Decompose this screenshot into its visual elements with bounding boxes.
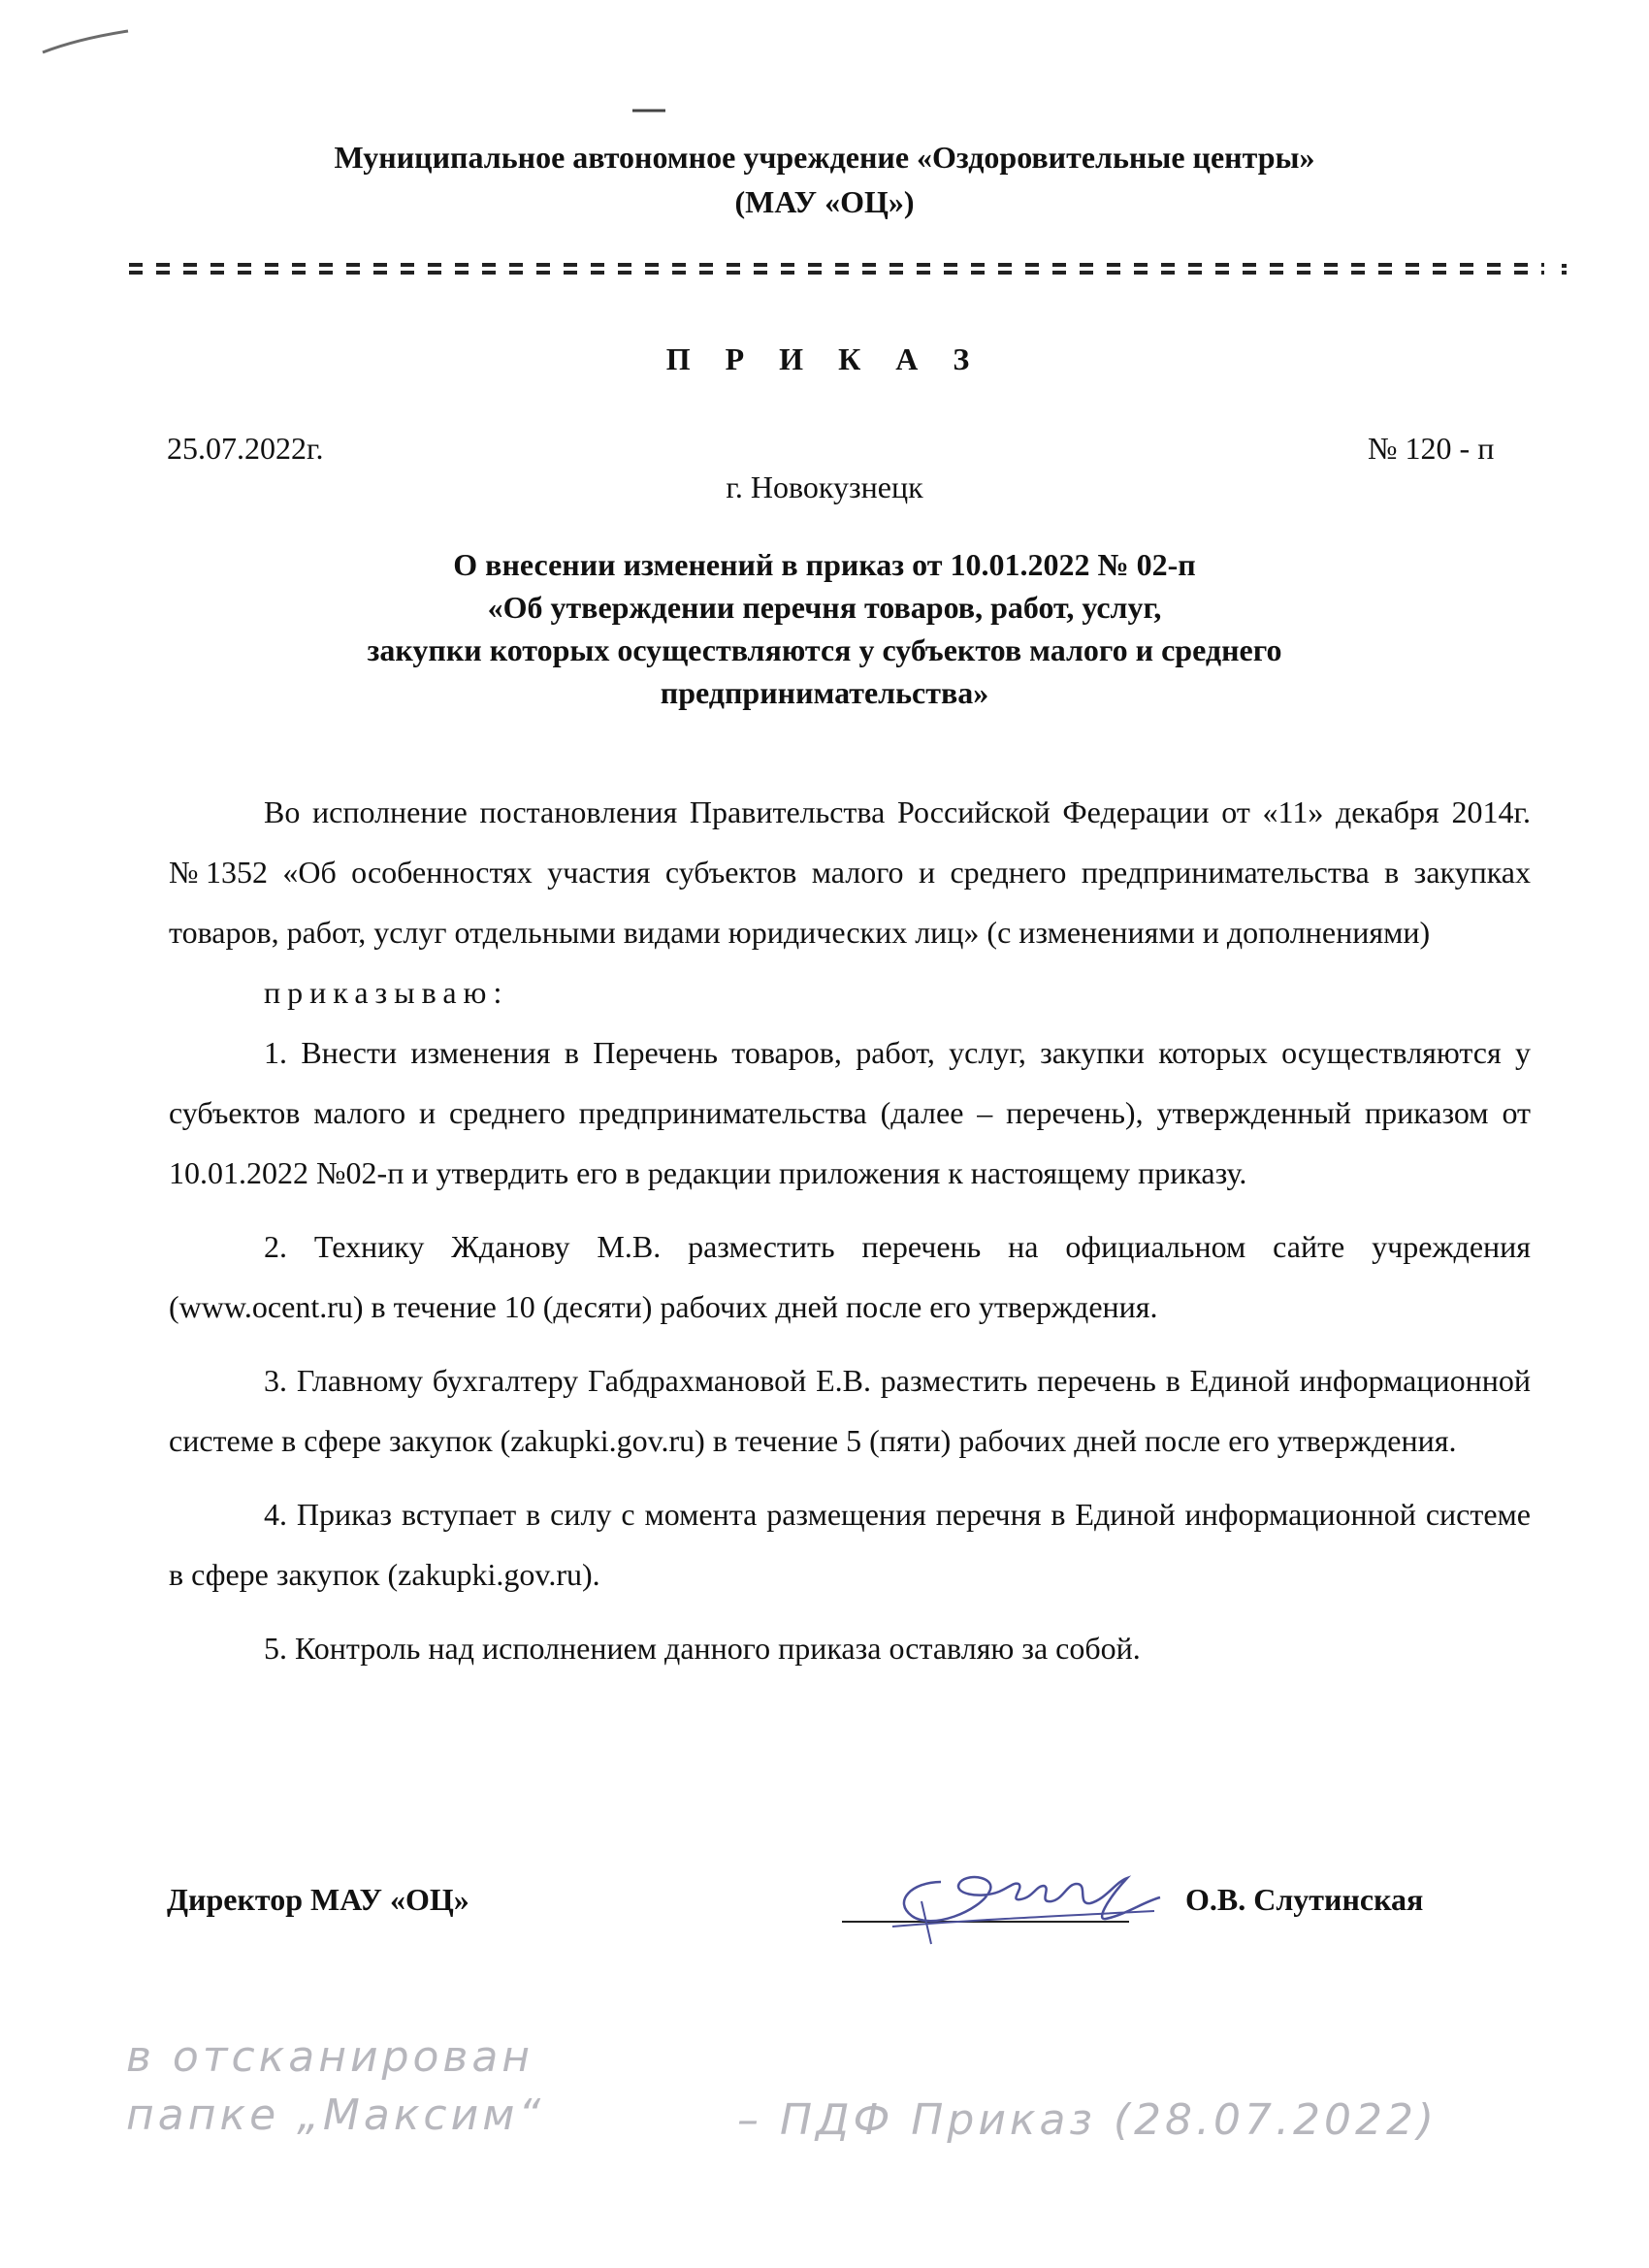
subject-line: О внесении изменений в приказ от 10.01.2022 № 02-п xyxy=(453,547,1196,582)
header-separator-line xyxy=(128,260,1571,277)
subject-line: «Об утверждении перечня товаров, работ, услуг, xyxy=(487,590,1162,625)
organization-abbreviation: (МАУ «ОЦ») xyxy=(734,184,915,219)
order-word: приказываю: xyxy=(264,975,509,1010)
signatory-name: О.В. Слутинская xyxy=(1185,1882,1424,1917)
signatory-position: Директор МАУ «ОЦ» xyxy=(167,1882,469,1917)
document-body xyxy=(169,782,1531,1678)
handwritten-signature xyxy=(873,1843,1164,1950)
document-subject xyxy=(0,543,1649,714)
pen-mark xyxy=(39,19,136,58)
document-city: г. Новокузнецк xyxy=(726,470,923,504)
pencil-note-line: – ПДФ Приказ (28.07.2022) xyxy=(737,2095,1439,2145)
order-item-4: 4. Приказ вступает в силу с момента размещения перечня в Единой информационной системе в сфере закупок (zakupki.gov.ru). xyxy=(169,1497,1531,1592)
document-number: № 120 - п xyxy=(1368,431,1495,466)
organization-name: Муниципальное автономное учреждение «Оздоровительные центры» xyxy=(334,140,1315,175)
order-item-1: 1. Внести изменения в Перечень товаров, работ, услуг, закупки которых осуществляются у субъектов малого и среднего предпринимательства (далее – перечень), утвержденный приказом от 10.01.2022 №02-п и утвердить его в редакции приложения к настоящему приказу. xyxy=(169,1035,1531,1190)
document-date: 25.07.2022г. xyxy=(167,431,324,466)
scan-dot xyxy=(630,105,669,116)
order-item-2: 2. Технику Жданову М.В. разместить перечень на официальном сайте учреждения (www.ocent.ru) в течение 10 (десяти) рабочих дней после его утверждения. xyxy=(169,1229,1531,1324)
subject-line: закупки которых осуществляются у субъектов малого и среднего xyxy=(367,632,1282,667)
pencil-note-line: папке „Максим“ xyxy=(126,2090,545,2140)
pencil-note-line: в отсканирован xyxy=(126,2032,534,2082)
order-item-3: 3. Главному бухгалтеру Габдрахмановой Е.В. разместить перечень в Единой информационной системе в сфере закупок (zakupki.gov.ru) в течение 5 (пяти) рабочих дней после его утверждения. xyxy=(169,1363,1531,1458)
subject-line: предпринимательства» xyxy=(660,675,989,710)
order-item-5: 5. Контроль над исполнением данного приказа оставляю за собой. xyxy=(264,1631,1141,1666)
document-title: П Р И К А З xyxy=(665,341,984,376)
preamble-paragraph: Во исполнение постановления Правительства Российской Федерации от «11» декабря 2014г. №1352 «Об особенностях участия субъектов малого и среднего предпринимательства в закупках товаров, работ, услуг отдельными видами юридических лиц» (с изменениями и дополнениями) xyxy=(169,794,1531,950)
